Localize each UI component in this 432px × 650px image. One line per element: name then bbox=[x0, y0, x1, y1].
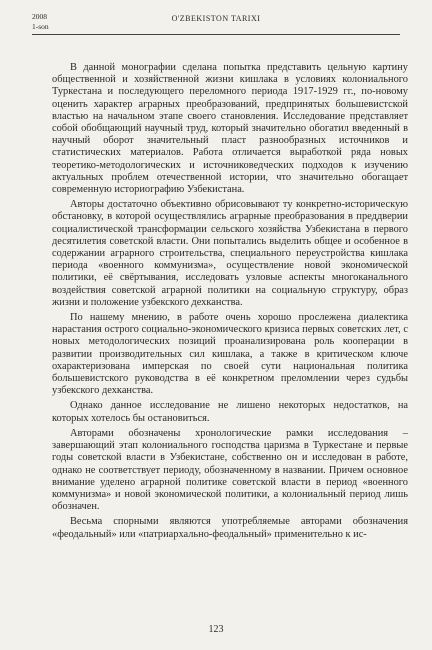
header-issue: 1-son bbox=[32, 22, 49, 31]
running-header bbox=[32, 12, 400, 42]
paragraph: Авторами обозначены хронологические рамки исследования – завершающий этап колониального господства царизма в Туркестане и первые годы советской власти в Узбекистане, собственно он и исследован в работе, однако не соответствует периоду, обозначенному в названии. Причем основное внимание уделено аграрной политике советской власти в период «военного коммунизма» и новой экономической политики, а колониальный период лишь обозначен. bbox=[52, 427, 408, 513]
article-body bbox=[52, 62, 408, 544]
header-rule bbox=[32, 34, 400, 35]
paragraph: Весьма спорными являются употребляемые авторами обозначения «феодальный» или «патриархально-феодальный» применительно к ис- bbox=[52, 516, 408, 540]
paragraph: Авторы достаточно объективно обрисовывают ту конкретно-историческую обстановку, в которой осуществлялись аграрные преобразования в преддверии социалистической трансформации сельского хозяйства Узбекистана в первого десятилетия советской власти. Они попытались выделить общее и особенное в содержании аграрного строительства, специального переустройства кишлака периода «военного коммунизма», осуществление новой экономической политики, её свёртывания, исследовать узловые аспекты многоканального воздействия советской аграрной политики на социальную структуру, образ жизни и положение узбекского дехканства. bbox=[52, 199, 408, 308]
header-year: 2008 bbox=[32, 12, 47, 21]
page-number: 123 bbox=[208, 624, 224, 635]
journal-title: O'ZBEKISTON TARIXI bbox=[171, 14, 261, 23]
paragraph: В данной монографии сделана попытка представить цельную картину общественной и хозяйственной жизни кишлака в условиях колониального Туркестана и последующего переломного периода 1917-1929 гг., по-новому оценить характер аграрных преобразований, предпринятых большевистской властью на начальном этапе своего становления. Исследование представляет собой обобщающий научный труд, который значительно обогатил введенный в научный оборот значительный пласт разнообразных источников и статистических материалов. Работа отличается выработкой ряда новых теоретико-методологических и источниковедческих подходов к изучению актуальных проблем отечественной истории, что значительно обогащает современную историографию Узбекистана. bbox=[52, 62, 408, 196]
paragraph: По нашему мнению, в работе очень хорошо прослежена диалектика нарастания острого социально-экономического кризиса первых советских лет, с новых методологических позиций проанализирована роль кооперации в развитии производительных сил кишлака, а также в критическом ключе охарактеризована имперская по своей сути национальная политика большевистского руководства в её конкретном преломлении через судьбы узбекского дехканства. bbox=[52, 312, 408, 397]
paragraph: Однако данное исследование не лишено некоторых недостатков, на которых хотелось бы остановиться. bbox=[52, 400, 408, 424]
